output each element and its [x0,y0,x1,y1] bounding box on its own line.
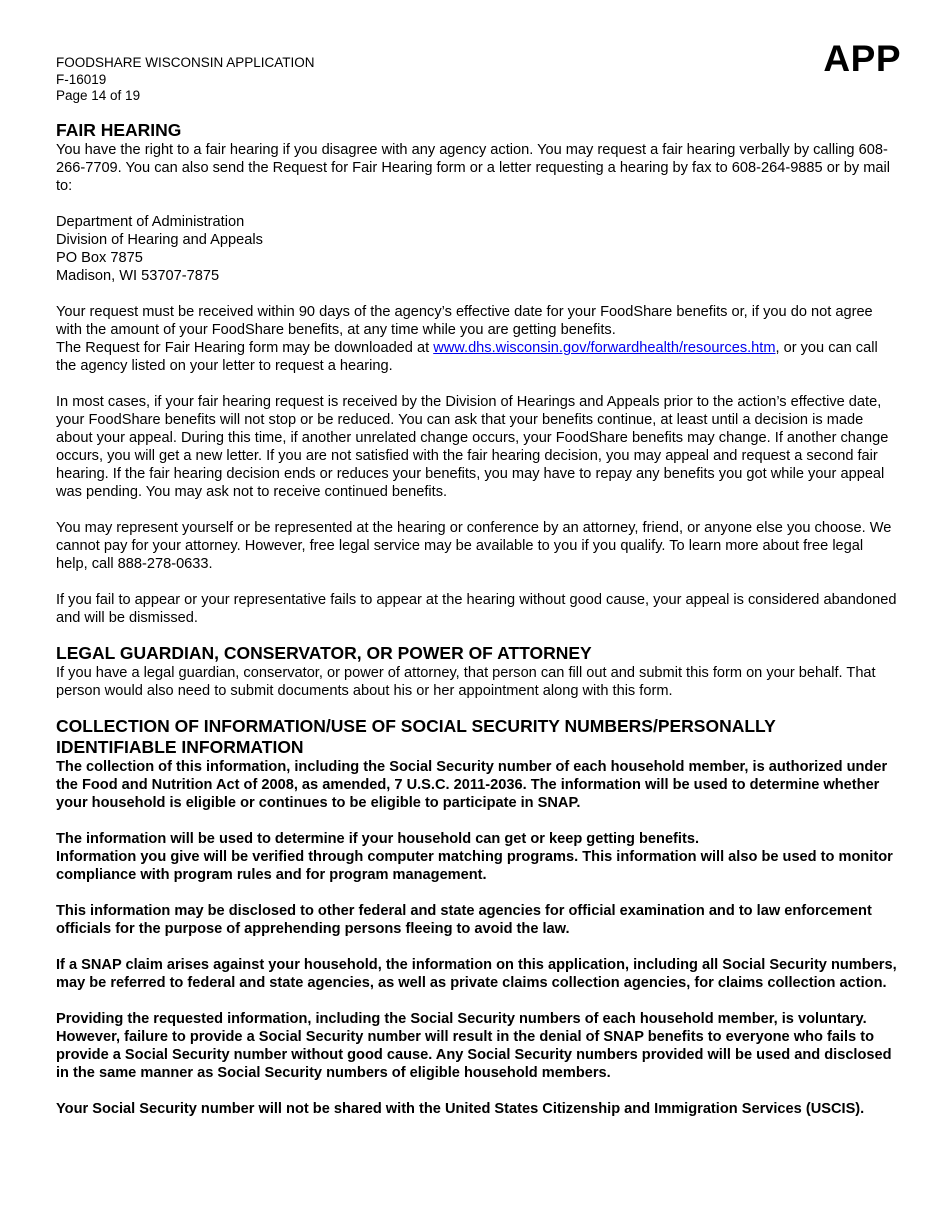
collection-paragraph-4: This information may be disclosed to other federal and state agencies for official examination and to law enforcement officials for the purpose of apprehending persons fleeing to avoid the law. [56,903,872,937]
form-title: FOODSHARE WISCONSIN APPLICATION [56,55,315,70]
address-line: Division of Hearing and Appeals [56,232,263,248]
collection-paragraph-2: The information will be used to determine if your household can get or keep getting benefits. [56,831,700,847]
fair-hearing-paragraph-4: In most cases, if your fair hearing request is received by the Division of Hearings and Appeals prior to the action’s effective date, your FoodShare benefits will not stop or be reduced. You can ask that your benefits continue, at least until a decision is made about your appeal. During this time, if another unrelated change occurs, your FoodShare benefits may change. If another change occurs, you will get a new letter. If you are not satisfied with the fair hearing decision, you may appeal and request a second fair hearing. If the fair hearing decision ends or reduces your benefits, you may have to repay any benefits you got while your appeal was pending. You may ask not to receive continued benefits. [56,394,889,500]
fair-hearing-heading: FAIR HEARING [56,120,182,140]
address-line: PO Box 7875 [56,250,143,266]
legal-guardian-heading: LEGAL GUARDIAN, CONSERVATOR, OR POWER OF ATTORNEY [56,643,592,663]
paragraph-text: , or you can call the agency listed on your letter to request a hearing. [56,340,878,374]
fair-hearing-paragraph-2: Your request must be received within 90 days of the agency’s effective date for your FoodShare benefits or, if you do not agree with the amount of your FoodShare benefits, at any time while you are getting benefits. [56,304,873,338]
collection-section [56,716,898,1118]
resources-link[interactable]: www.dhs.wisconsin.gov/forwardhealth/resources.htm [433,340,776,356]
fair-hearing-paragraph-3 [56,339,898,375]
collection-paragraph-3: Information you give will be verified through computer matching programs. This information will also be used to monitor compliance with program rules and for program management. [56,849,893,883]
form-number: F-16019 [56,71,107,87]
address-line: Madison, WI 53707-7875 [56,268,220,284]
collection-paragraph-7: Your Social Security number will not be shared with the United States Citizenship and Immigration Services (USCIS). [56,1101,865,1117]
legal-guardian-paragraph: If you have a legal guardian, conservator, or power of attorney, that person can fill out and submit this form on your behalf. That person would also need to submit documents about his or her appointment along with this form. [56,665,876,699]
paragraph-text: The Request for Fair Hearing form may be downloaded at [56,340,434,356]
form-header [56,55,315,105]
collection-paragraph-5: If a SNAP claim arises against your household, the information on this application, including all Social Security numbers, may be referred to federal and state agencies, as well as private claims collection agencies, for claims collection action. [56,957,897,991]
collection-heading: COLLECTION OF INFORMATION/USE OF SOCIAL SECURITY NUMBERS/PERSONALLY IDENTIFIABLE INFORMATION [56,716,776,757]
fair-hearing-paragraph-1: You have the right to a fair hearing if you disagree with any agency action. You may request a fair hearing verbally by calling 608-266-7709. You can also send the Request for Fair Hearing form or a letter requesting a hearing by fax to 608-264-9885 or by mail to: [56,142,890,194]
collection-paragraph-6: Providing the requested information, including the Social Security numbers of each household member, is voluntary. However, failure to provide a Social Security number will result in the denial of SNAP benefits to everyone who fails to provide a Social Security number without good cause. Any Social Security numbers provided will be used and disclosed in the same manner as Social Security numbers of eligible household members. [56,1011,892,1081]
page-number: Page 14 of 19 [56,88,141,103]
app-code: APP [823,38,901,79]
fair-hearing-paragraph-6: If you fail to appear or your representative fails to appear at the hearing without good cause, your appeal is considered abandoned and will be dismissed. [56,592,897,626]
address-line: Department of Administration [56,214,245,230]
fair-hearing-section [56,120,898,627]
fair-hearing-paragraph-5: You may represent yourself or be represented at the hearing or conference by an attorney, friend, or anyone else you choose. We cannot pay for your attorney. However, free legal service may be available to you if you qualify. To learn more about free legal help, call 888-278-0633. [56,520,892,572]
mailing-address [56,213,898,285]
document-body [56,120,898,1118]
collection-paragraph-1: The collection of this information, including the Social Security number of each household member, is authorized under the Food and Nutrition Act of 2008, as amended, 7 U.S.C. 2011-2036. The information will be used to determine whether your household is eligible or continues to be eligible to participate in SNAP. [56,759,888,811]
legal-guardian-section [56,643,898,700]
